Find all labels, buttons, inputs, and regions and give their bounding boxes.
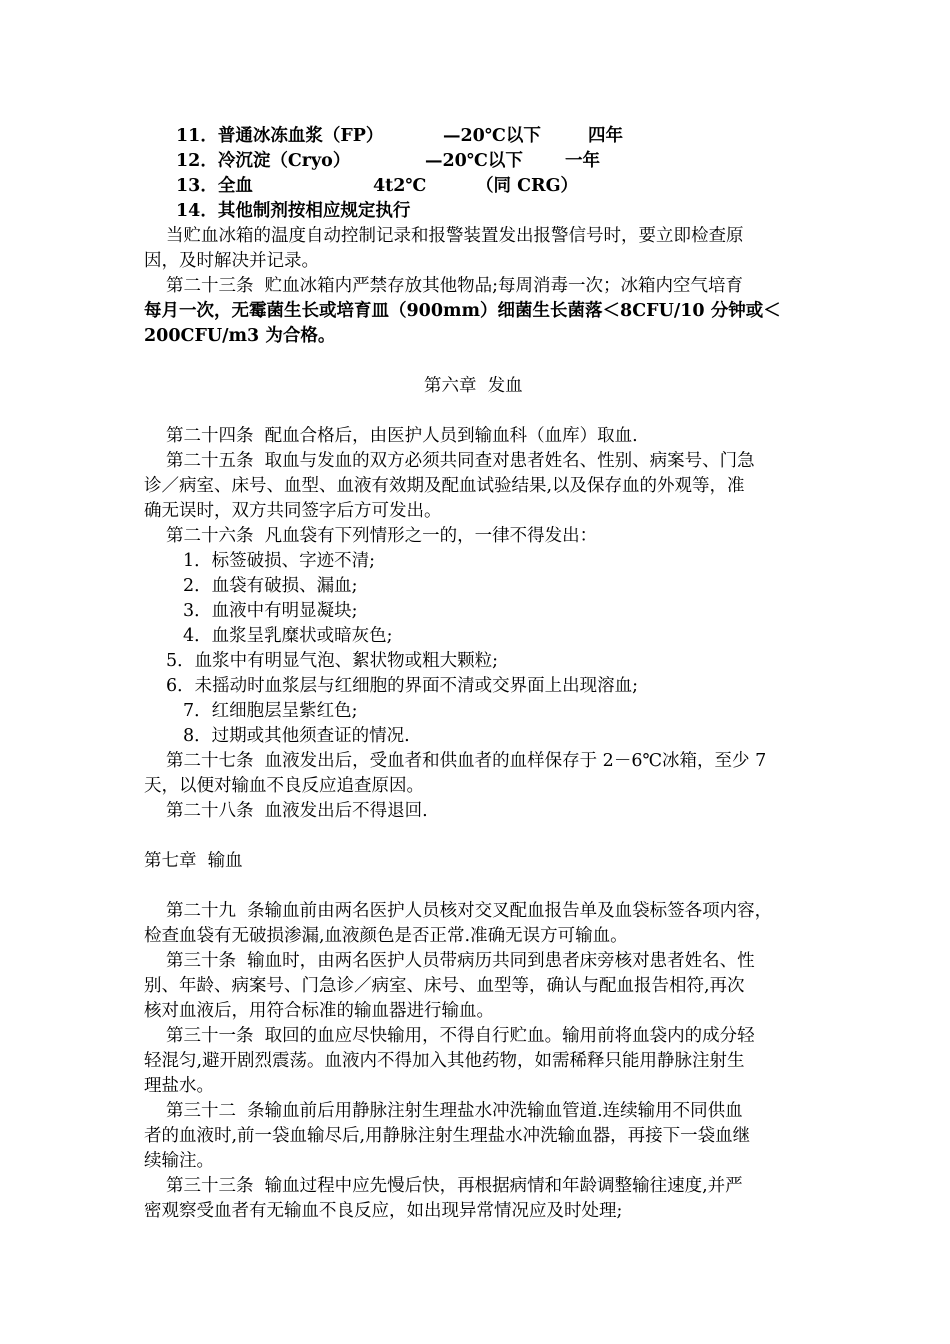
storage-row-13-name: 13．全血	[176, 176, 253, 196]
art33-line-2: 密观察受血者有无输血不良反应，如出现异常情况应及时处理;	[144, 1201, 623, 1221]
chapter-7-title: 第七章 输血	[144, 851, 243, 871]
art28: 第二十八条 血液发出后不得退回.	[166, 801, 428, 821]
storage-row-13-temp: 4t2℃	[373, 176, 427, 196]
art27-line-1: 第二十七条 血液发出后，受血者和供血者的血样保存于 2－6℃冰箱，至少 7	[166, 751, 767, 771]
art32-line-3: 续输注。	[144, 1151, 214, 1171]
art23-line-2: 每月一次，无霉菌生长或培育皿（900mm）细菌生长菌落＜8CFU/10 分钟或＜	[144, 301, 781, 321]
art29-line-1: 第二十九 条输血前由两名医护人员核对交叉配血报告单及血袋标签各项内容，	[166, 901, 773, 921]
art26-item-6: 6．未摇动时血浆层与红细胞的界面不清或交界面上出现溶血;	[166, 676, 639, 696]
art30-line-1: 第三十条 输血时，由两名医护人员带病历共同到患者床旁核对患者姓名、性	[166, 951, 755, 971]
art25-line-2: 诊／病室、床号、血型、血液有效期及配血试验结果,以及保存血的外观等，准	[144, 476, 745, 496]
storage-row-11-name: 11．普通冰冻血浆（FP）	[176, 126, 384, 146]
art30-line-2: 别、年龄、病案号、门急诊／病室、床号、血型等，确认与配血报告相符,再次	[144, 976, 745, 996]
art31-line-2: 轻混匀,避开剧烈震荡。血液内不得加入其他药物，如需稀释只能用静脉注射生	[144, 1051, 745, 1071]
art26-item-4: 4．血浆呈乳糜状或暗灰色;	[183, 626, 393, 646]
art27-line-2: 天，以便对输血不良反应追查原因。	[144, 776, 424, 796]
item-14: 14．其他制剂按相应规定执行	[176, 201, 411, 221]
storage-row-12-period: 一年	[565, 151, 600, 171]
art26-item-2: 2．血袋有破损、漏血;	[183, 576, 358, 596]
chapter-6-title: 第六章 发血	[424, 376, 523, 396]
art26-item-1: 1．标签破损、字迹不清;	[183, 551, 376, 571]
art26-item-8: 8．过期或其他须查证的情况.	[183, 726, 410, 746]
art23-line-1: 第二十三条 贮血冰箱内严禁存放其他物品;每周消毒一次；冰箱内空气培育	[166, 276, 744, 296]
art25-line-1: 第二十五条 取血与发血的双方必须共同查对患者姓名、性别、病案号、门急	[166, 451, 755, 471]
art33-line-1: 第三十三条 输血过程中应先慢后快，再根据病情和年龄调整输往速度,并严	[166, 1176, 743, 1196]
storage-row-12-temp: —20℃以下	[425, 151, 523, 171]
alarm-line-2: 因，及时解决并记录。	[144, 251, 319, 271]
storage-row-11-period: 四年	[588, 126, 623, 146]
art26-item-5: 5．血浆中有明显气泡、絮状物或粗大颗粒;	[166, 651, 499, 671]
art32-line-2: 者的血液时,前一袋血输尽后,用静脉注射生理盐水冲洗输血器，再接下一袋血继	[144, 1126, 751, 1146]
art26: 第二十六条 凡血袋有下列情形之一的，一律不得发出：	[166, 526, 598, 546]
art31-line-3: 理盐水。	[144, 1076, 214, 1096]
art25-line-3: 确无误时，双方共同签字后方可发出。	[144, 501, 442, 521]
alarm-line-1: 当贮血冰箱的温度自动控制记录和报警装置发出报警信号时，要立即检查原	[166, 226, 744, 246]
storage-row-12-name: 12．冷沉淀（Cryo）	[176, 151, 351, 171]
art30-line-3: 核对血液后，用符合标准的输血器进行输血。	[144, 1001, 494, 1021]
art24: 第二十四条 配血合格后，由医护人员到输血科（血库）取血.	[166, 426, 638, 446]
storage-row-11-temp: —20℃以下	[443, 126, 541, 146]
art26-item-3: 3．血液中有明显凝块;	[183, 601, 358, 621]
storage-row-13-period: （同 CRG）	[476, 176, 579, 196]
art32-line-1: 第三十二 条输血前后用静脉注射生理盐水冲洗输血管道.连续输用不同供血	[166, 1101, 743, 1121]
art29-line-2: 检查血袋有无破损渗漏,血液颜色是否正常.准确无误方可输血。	[144, 926, 628, 946]
art23-line-3: 200CFU/m3 为合格。	[144, 326, 336, 346]
art31-line-1: 第三十一条 取回的血应尽快输用，不得自行贮血。输用前将血袋内的成分轻	[166, 1026, 755, 1046]
art26-item-7: 7．红细胞层呈紫红色;	[183, 701, 358, 721]
